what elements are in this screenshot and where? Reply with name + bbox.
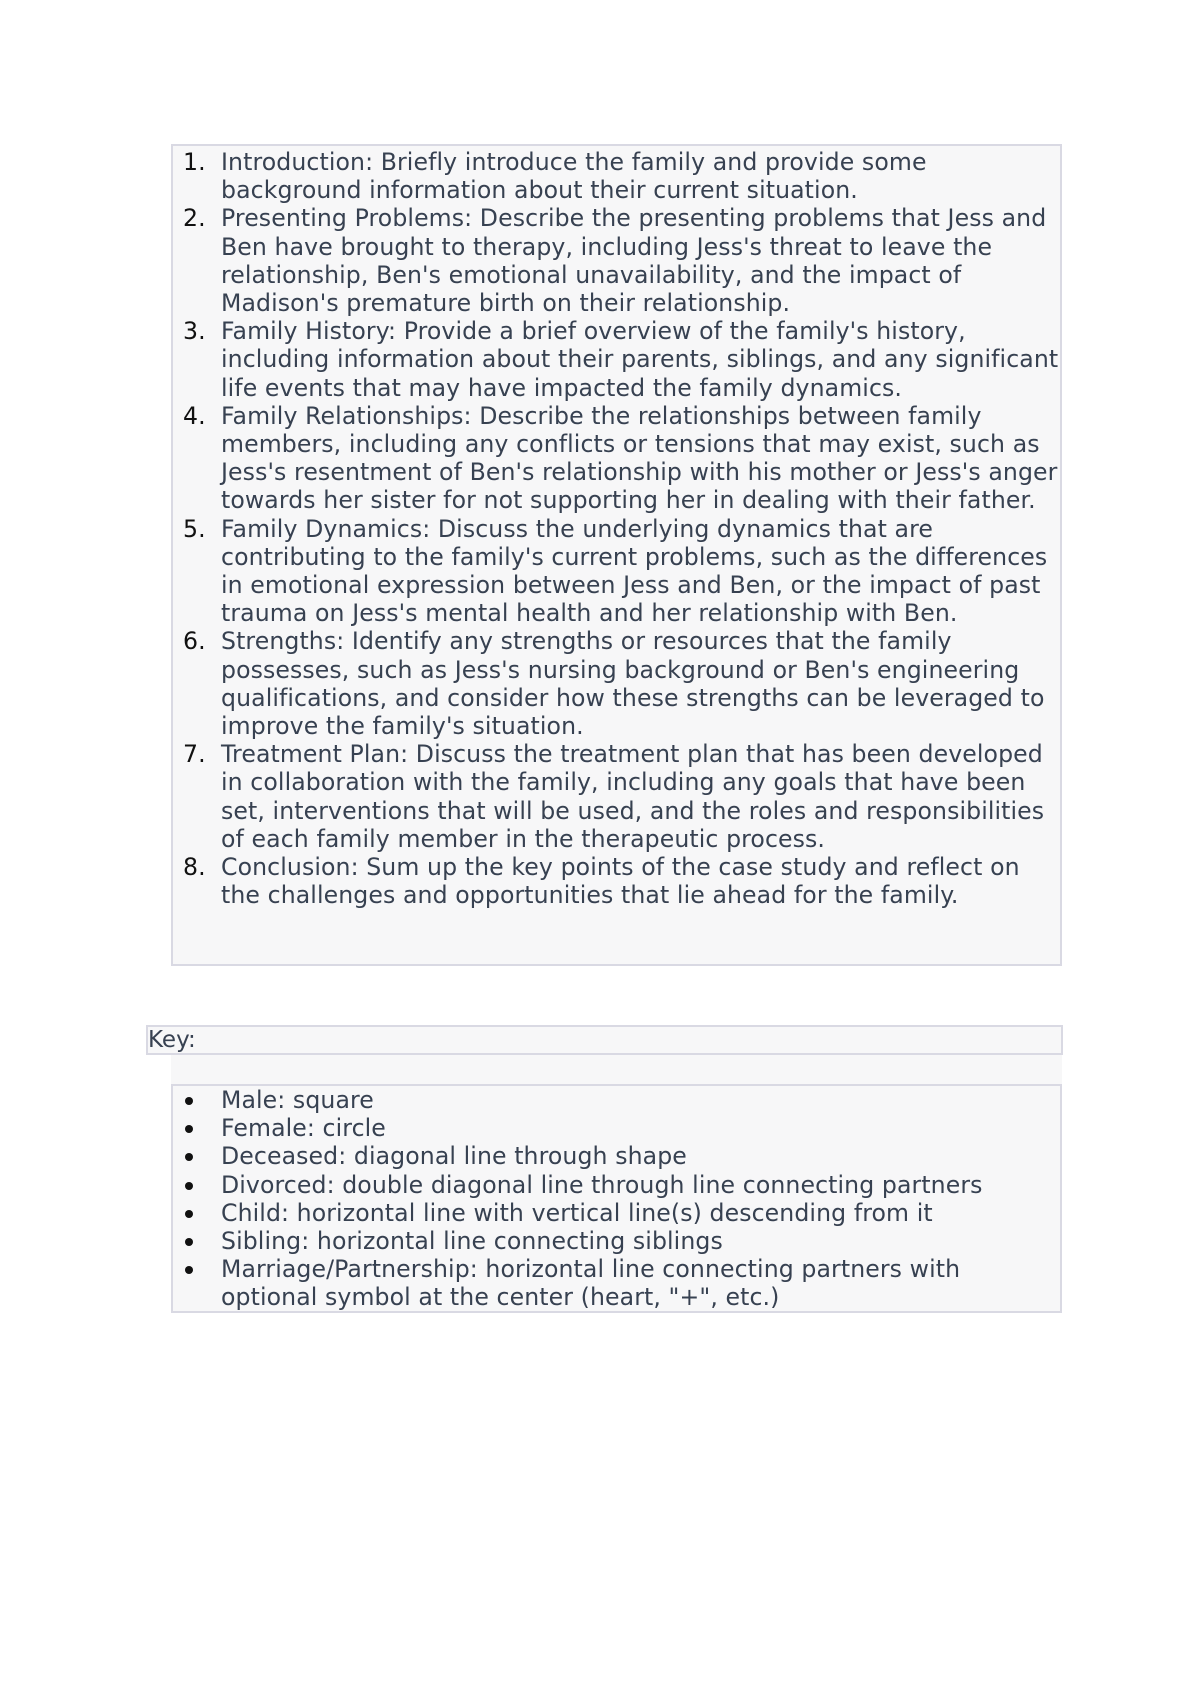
item-number: 6. (183, 627, 206, 656)
item-text: Introduction: Briefly introduce the family and provide some background information about their current situation. (221, 148, 927, 205)
outline-item (173, 740, 1060, 853)
bullet-icon (185, 1182, 193, 1190)
key-item (173, 1142, 1060, 1170)
bullet-icon (185, 1266, 193, 1274)
item-number: 8. (183, 853, 206, 882)
item-text: Family Dynamics: Discuss the underlying dynamics that are contributing to the family's current problems, such as the differences in emotional expression between Jess and Ben, or the impact of past trauma on Jess's mental health and her relationship with Ben. (221, 514, 1048, 628)
outline-item (173, 515, 1060, 628)
bullet-icon (185, 1125, 193, 1133)
key-item-text: Male: square (221, 1086, 374, 1114)
bullet-icon (185, 1238, 193, 1246)
case-study-outline (171, 144, 1062, 966)
item-text: Treatment Plan: Discuss the treatment plan that has been developed in collaboration with the family, including any goals that have been set, interventions that will be used, and the roles and responsibilities of each family member in the therapeutic process. (221, 740, 1045, 853)
key-item (173, 1255, 1060, 1311)
outline-item (173, 627, 1060, 740)
outline-item (173, 148, 1060, 204)
item-number: 1. (183, 148, 206, 176)
item-text: Presenting Problems: Describe the presenting problems that Jess and Ben have brought to therapy, including Jess's threat to leave the relationship, Ben's emotional unavailability, and the impact of Madison's premature birth on their relationship. (221, 204, 1047, 318)
key-item (173, 1114, 1060, 1142)
outline-list (173, 146, 1060, 909)
key-item-text: Sibling: horizontal line connecting siblings (221, 1227, 723, 1256)
outline-item (173, 853, 1060, 909)
key-item-text: Deceased: diagonal line through shape (221, 1142, 687, 1171)
outline-item (173, 204, 1060, 317)
key-item-text: Female: circle (221, 1114, 386, 1143)
bullet-icon (185, 1210, 193, 1218)
key-spacer (171, 1055, 1062, 1085)
item-number: 4. (183, 401, 206, 430)
outline-item (173, 317, 1060, 402)
item-number: 5. (183, 514, 206, 543)
key-item-text: Child: horizontal line with vertical line(s) descending from it (221, 1198, 933, 1227)
key-item-text: Marriage/Partnership: horizontal line connecting partners with optional symbol at the center (heart, "+", etc.) (221, 1255, 961, 1312)
item-text: Family History: Provide a brief overview of the family's history, including information about their parents, siblings, and any significant life events that may have impacted the family dynamics. (221, 317, 1059, 402)
item-text: Conclusion: Sum up the key points of the case study and reflect on the challenges and opportunities that lie ahead for the family. (221, 853, 1020, 910)
key-item (173, 1199, 1060, 1227)
bullet-icon (185, 1097, 193, 1105)
item-number: 3. (183, 317, 206, 346)
outline-item (173, 402, 1060, 515)
bullet-icon (185, 1153, 193, 1161)
genogram-key (171, 1084, 1062, 1313)
key-item (173, 1227, 1060, 1255)
key-label: Key: (146, 1025, 1063, 1055)
item-number: 7. (183, 740, 206, 769)
key-item (173, 1171, 1060, 1199)
item-text: Strengths: Identify any strengths or resources that the family possesses, such as Jess's nursing background or Ben's engineering qualifications, and consider how these strengths can be leveraged to improve the family's situation. (221, 627, 1045, 741)
item-number: 2. (183, 204, 206, 233)
item-text: Family Relationships: Describe the relationships between family members, including any conflicts or tensions that may exist, such as Jess's resentment of Ben's relationship with his mother or Jess's anger towards her sister for not supporting her in dealing with their father. (221, 401, 1058, 515)
key-item (173, 1086, 1060, 1114)
key-list (173, 1086, 1060, 1312)
key-item-text: Divorced: double diagonal line through line connecting partners (221, 1170, 983, 1199)
